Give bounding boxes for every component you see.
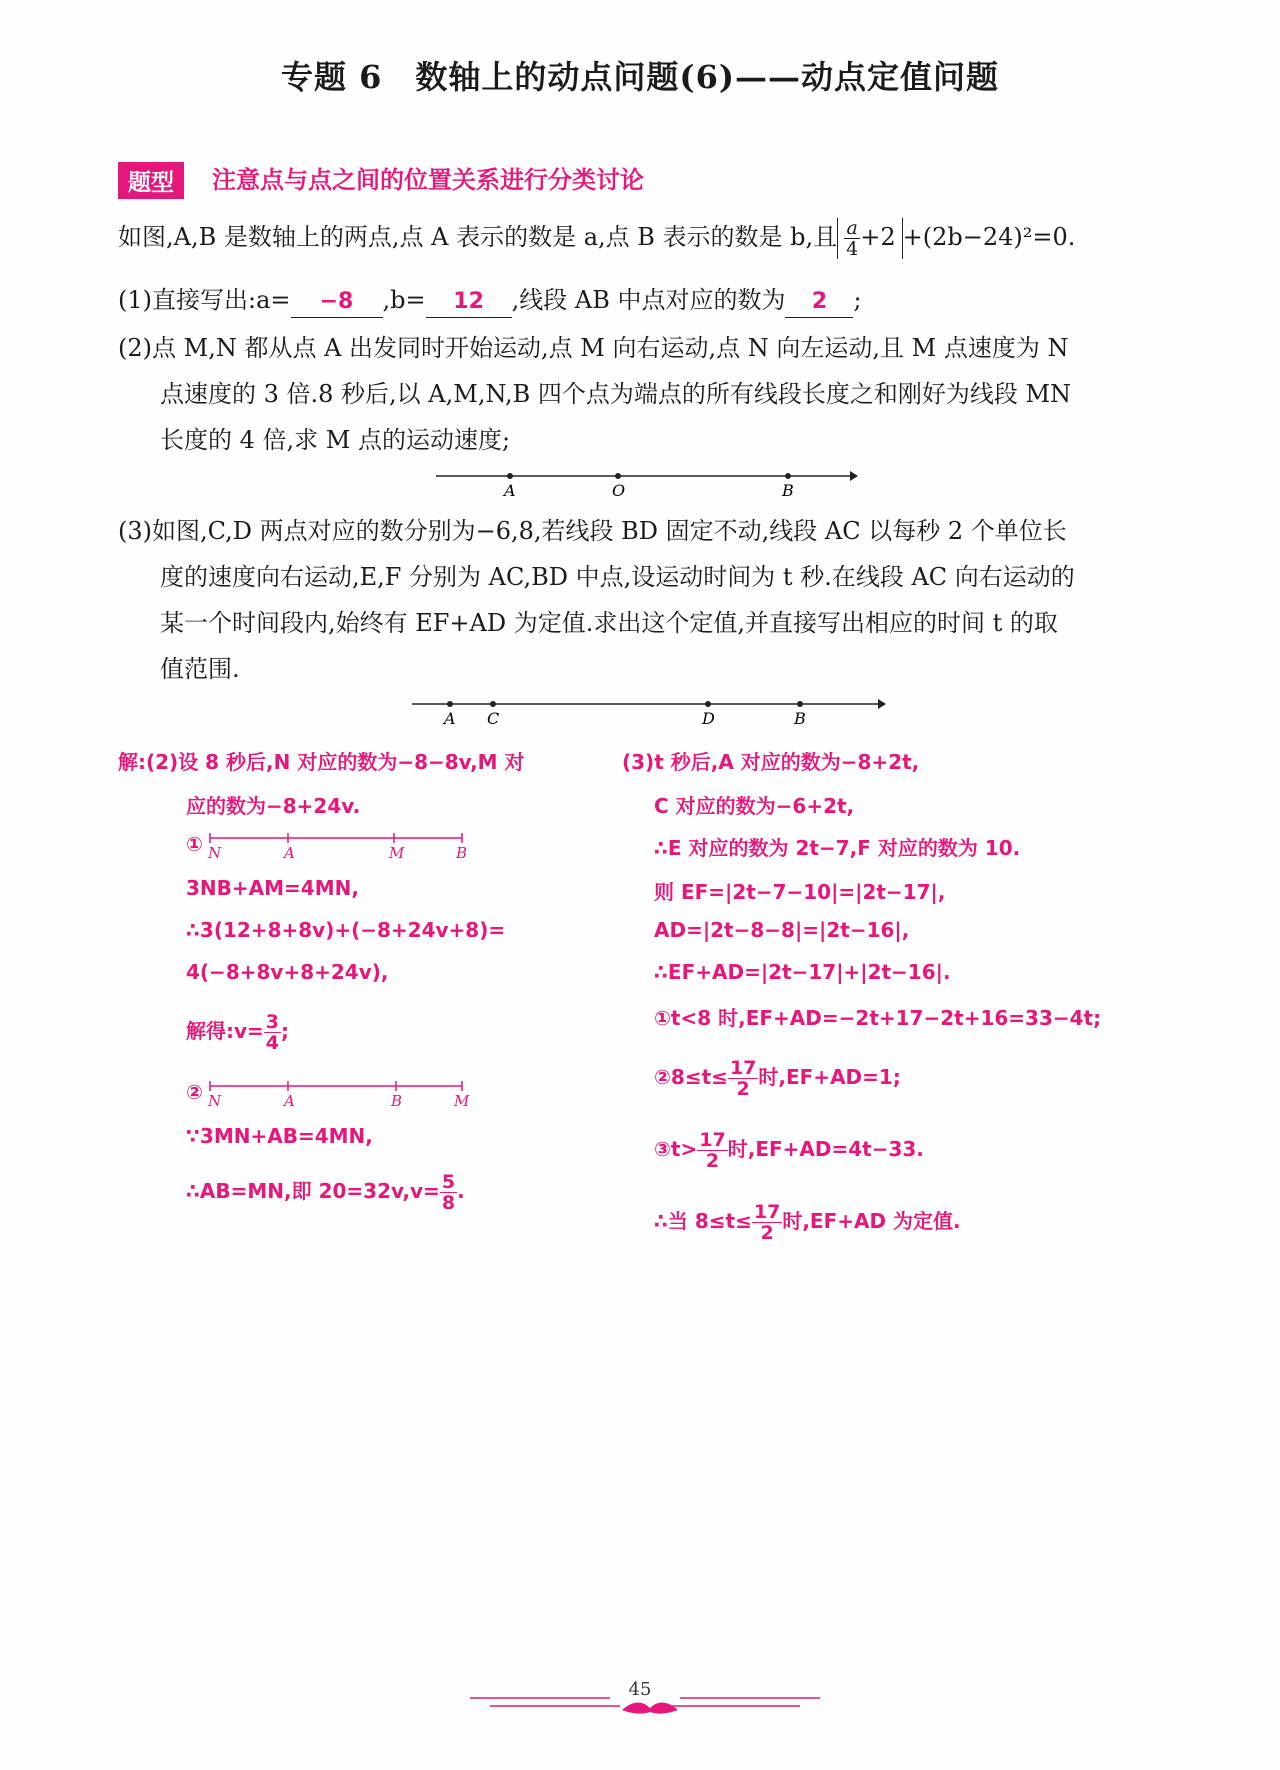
point-b2 xyxy=(797,701,803,707)
number-line-2 xyxy=(408,690,888,730)
solution-3-line-3: ∴E 对应的数为 2t−7,F 对应的数为 10. xyxy=(654,836,1021,860)
solution-2-line-4: ∴3(12+8+8v)+(−8+24v+8)= xyxy=(186,918,506,942)
axis2-label-b: B xyxy=(794,709,806,728)
case2-label-b: B xyxy=(391,1092,403,1110)
question-3-line-2: 度的速度向右运动,E,F 分别为 AC,BD 中点,设运动时间为 t 秒.在线段 AC 向右运动的 xyxy=(160,563,1075,591)
solution-2-line-6: 解得:v= $\frac{3}{4}$ ; xyxy=(186,1011,290,1054)
axis2-label-a: A xyxy=(444,709,456,728)
solution-2-line-2: 应的数为−8+24v. xyxy=(186,794,361,818)
case1-label-n: N xyxy=(208,844,222,862)
answer-b: 12 xyxy=(426,287,512,318)
question-2-line-2: 点速度的 3 倍.8 秒后,以 A,M,N,B 四个点为端点的所有线段长度之和刚好为线段 MN xyxy=(160,380,1072,408)
axis1-label-a: A xyxy=(504,481,516,500)
problem-intro: 如图,A,B 是数轴上的两点,点 A 表示的数是 a,点 B 表示的数是 b,且 $\frac{a}{4}$ +2 +(2b−24)²=0. xyxy=(118,217,1076,260)
solution-3-case-3: ③t> $\frac{17}{2}$ 时,EF+AD=4t−33. xyxy=(654,1129,924,1172)
solution-2-line-1: 解:(2)设 8 秒后,N 对应的数为−8−8v,M 对 xyxy=(118,750,525,774)
solution-2-line-5: 4(−8+8v+8+24v), xyxy=(186,960,389,984)
case-1-mark: ① xyxy=(186,832,203,856)
page-title: 专题 6 数轴上的动点问题(6)——动点定值问题 xyxy=(281,58,999,96)
question-3-line-4: 值范围. xyxy=(160,655,240,683)
point-d xyxy=(705,701,711,707)
point-a xyxy=(507,473,513,479)
axis2-label-c: C xyxy=(487,709,500,728)
question-3-line-3: 某一个时间段内,始终有 EF+AD 为定值.求出这个定值,并直接写出相应的时间 t 的取 xyxy=(160,609,1058,637)
question-2-line-3: 长度的 4 倍,求 M 点的运动速度; xyxy=(160,426,511,454)
solution-3-line-6: ∴EF+AD=|2t−17|+|2t−16|. xyxy=(654,960,951,984)
case1-label-m: M xyxy=(389,844,405,862)
solution-3-case-2: ②8≤t≤ $\frac{17}{2}$ 时,EF+AD=1; xyxy=(654,1057,901,1100)
point-o xyxy=(615,473,621,479)
case1-label-b: B xyxy=(456,844,468,862)
number-line-1 xyxy=(430,462,860,502)
case-2-diagram xyxy=(206,1074,476,1110)
axis1-label-b: B xyxy=(782,481,794,500)
answer-midpoint: 2 xyxy=(785,287,853,318)
point-b xyxy=(785,473,791,479)
case2-label-a: A xyxy=(284,1092,295,1110)
solution-3-line-1: (3)t 秒后,A 对应的数为−8+2t, xyxy=(622,750,920,774)
axis1-label-o: O xyxy=(612,481,626,500)
axis2-label-d: D xyxy=(702,709,715,728)
question-2-line-1: (2)点 M,N 都从点 A 出发同时开始运动,点 M 向右运动,点 N 向左运动,且 M 点速度为 N xyxy=(118,334,1069,362)
page-number: 45 xyxy=(628,1679,652,1700)
solution-2-line-3: 3NB+AM=4MN, xyxy=(186,876,359,900)
solution-2-line-7: ∵3MN+AB=4MN, xyxy=(186,1124,373,1148)
solution-3-line-5: AD=|2t−8−8|=|2t−16|, xyxy=(654,918,910,942)
case-2-mark: ② xyxy=(186,1080,203,1104)
case2-label-m: M xyxy=(454,1092,470,1110)
question-type-hint: 注意点与点之间的位置关系进行分类讨论 xyxy=(212,165,644,194)
case1-label-a: A xyxy=(284,844,295,862)
solution-3-case-1: ①t<8 时,EF+AD=−2t+17−2t+16=33−4t; xyxy=(654,1006,1102,1030)
question-1: (1)直接写出:a= −8 ,b= 12 ,线段 AB 中点对应的数为 2 ; xyxy=(118,285,862,318)
solution-3-line-4: 则 EF=|2t−7−10|=|2t−17|, xyxy=(654,880,946,904)
point-c xyxy=(490,701,496,707)
question-type-badge: 题型 xyxy=(118,162,184,199)
case2-label-n: N xyxy=(208,1092,222,1110)
solution-2-line-8: ∴AB=MN,即 20=32v,v= $\frac{5}{8}$ . xyxy=(186,1171,465,1214)
point-a2 xyxy=(447,701,453,707)
book-icon xyxy=(622,1702,678,1713)
answer-a: −8 xyxy=(291,287,383,318)
question-3-line-1: (3)如图,C,D 两点对应的数分别为−6,8,若线段 BD 固定不动,线段 AC 以每秒 2 个单位长 xyxy=(118,517,1067,545)
case-1-diagram xyxy=(206,826,476,862)
solution-3-conclusion: ∴当 8≤t≤ $\frac{17}{2}$ 时,EF+AD 为定值. xyxy=(654,1201,961,1244)
solution-3-line-2: C 对应的数为−6+2t, xyxy=(654,794,855,818)
